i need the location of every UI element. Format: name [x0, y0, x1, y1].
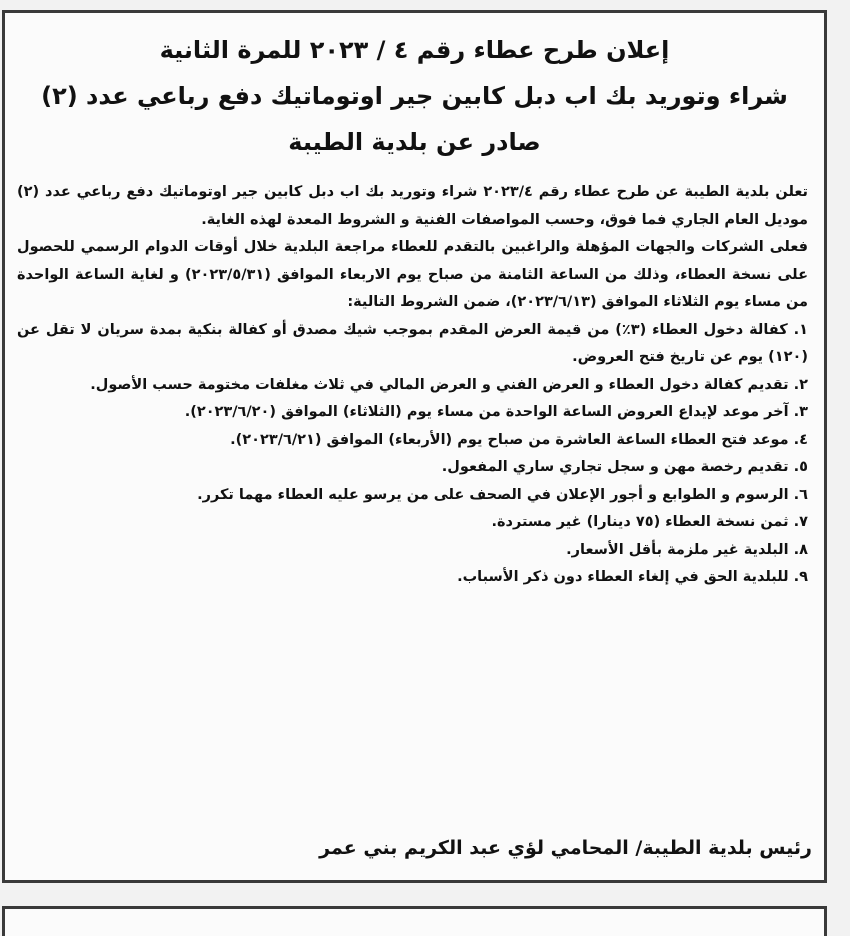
conditions-list	[17, 317, 808, 592]
tender-announcement	[2, 10, 827, 883]
condition-item: ١. كفالة دخول العطاء (٣٪) من قيمة العرض المقدم بموجب شيك مصدق أو كفالة بنكية بمدة سريان لا تقل عن (١٢٠) يوم عن تاريخ فتح العروض.	[17, 321, 808, 365]
next-announcement-border	[2, 906, 827, 936]
invitation-paragraph: فعلى الشركات والجهات المؤهلة والراغبين بالتقدم للعطاء مراجعة البلدية خلال أوقات الدوام الرسمي للحصول على نسخة العطاء، وذلك من الساعة الثامنة من صباح يوم الاربعاء الموافق (٢٠٢٣/٥/٣١) و لغاية الساعة الواحدة من مساء يوم الثلاثاء الموافق (٢٠٢٣/٦/١٣)، ضمن الشروط التالية:	[17, 239, 808, 310]
condition-item: ٩. للبلدية الحق في إلغاء العطاء دون ذكر الأسباب.	[457, 569, 808, 585]
intro-paragraph: تعلن بلدية الطيبة عن طرح عطاء رقم ٢٠٢٣/٤ شراء وتوريد بك اب دبل كابين جير اوتوماتيك دفع رباعي عدد (٢) موديل العام الجاري فما فوق، وحسب المواصفات الفنية و الشروط المعدة لهذه الغاية.	[17, 184, 808, 228]
announcement-subject: شراء وتوريد بك اب دبل كابين جير اوتوماتيك دفع رباعي عدد (٢)	[41, 82, 788, 110]
announcement-issuer: صادر عن بلدية الطيبة	[288, 128, 541, 156]
announcement-title: إعلان طرح عطاء رقم ٤ / ٢٠٢٣ للمرة الثانية	[159, 36, 670, 64]
signature-line: رئيس بلدية الطيبة/ المحامي لؤي عبد الكريم بني عمر	[319, 837, 812, 859]
announcement-body	[5, 165, 824, 592]
condition-item: ٥. تقديم رخصة مهن و سجل تجاري ساري المفعول.	[441, 459, 808, 475]
condition-item: ٢. تقديم كفالة دخول العطاء و العرض الفني و العرض المالي في ثلاث مغلفات مختومة حسب الأصول.	[90, 376, 808, 393]
announcement-header	[5, 13, 824, 165]
condition-item: ٦. الرسوم و الطوابع و أجور الإعلان في الصحف على من يرسو عليه العطاء مهما تكرر.	[197, 486, 808, 503]
condition-item: ٧. ثمن نسخة العطاء (٧٥ دينارا) غير مستردة.	[491, 514, 808, 530]
condition-item: ٣. آخر موعد لإيداع العروض الساعة الواحدة من مساء يوم (الثلاثاء) الموافق (٢٠٢٣/٦/٢٠).	[184, 404, 808, 420]
condition-item: ٤. موعد فتح العطاء الساعة العاشرة من صباح يوم (الأربعاء) الموافق (٢٠٢٣/٦/٢١).	[230, 431, 808, 448]
condition-item: ٨. البلدية غير ملزمة بأقل الأسعار.	[566, 541, 808, 558]
